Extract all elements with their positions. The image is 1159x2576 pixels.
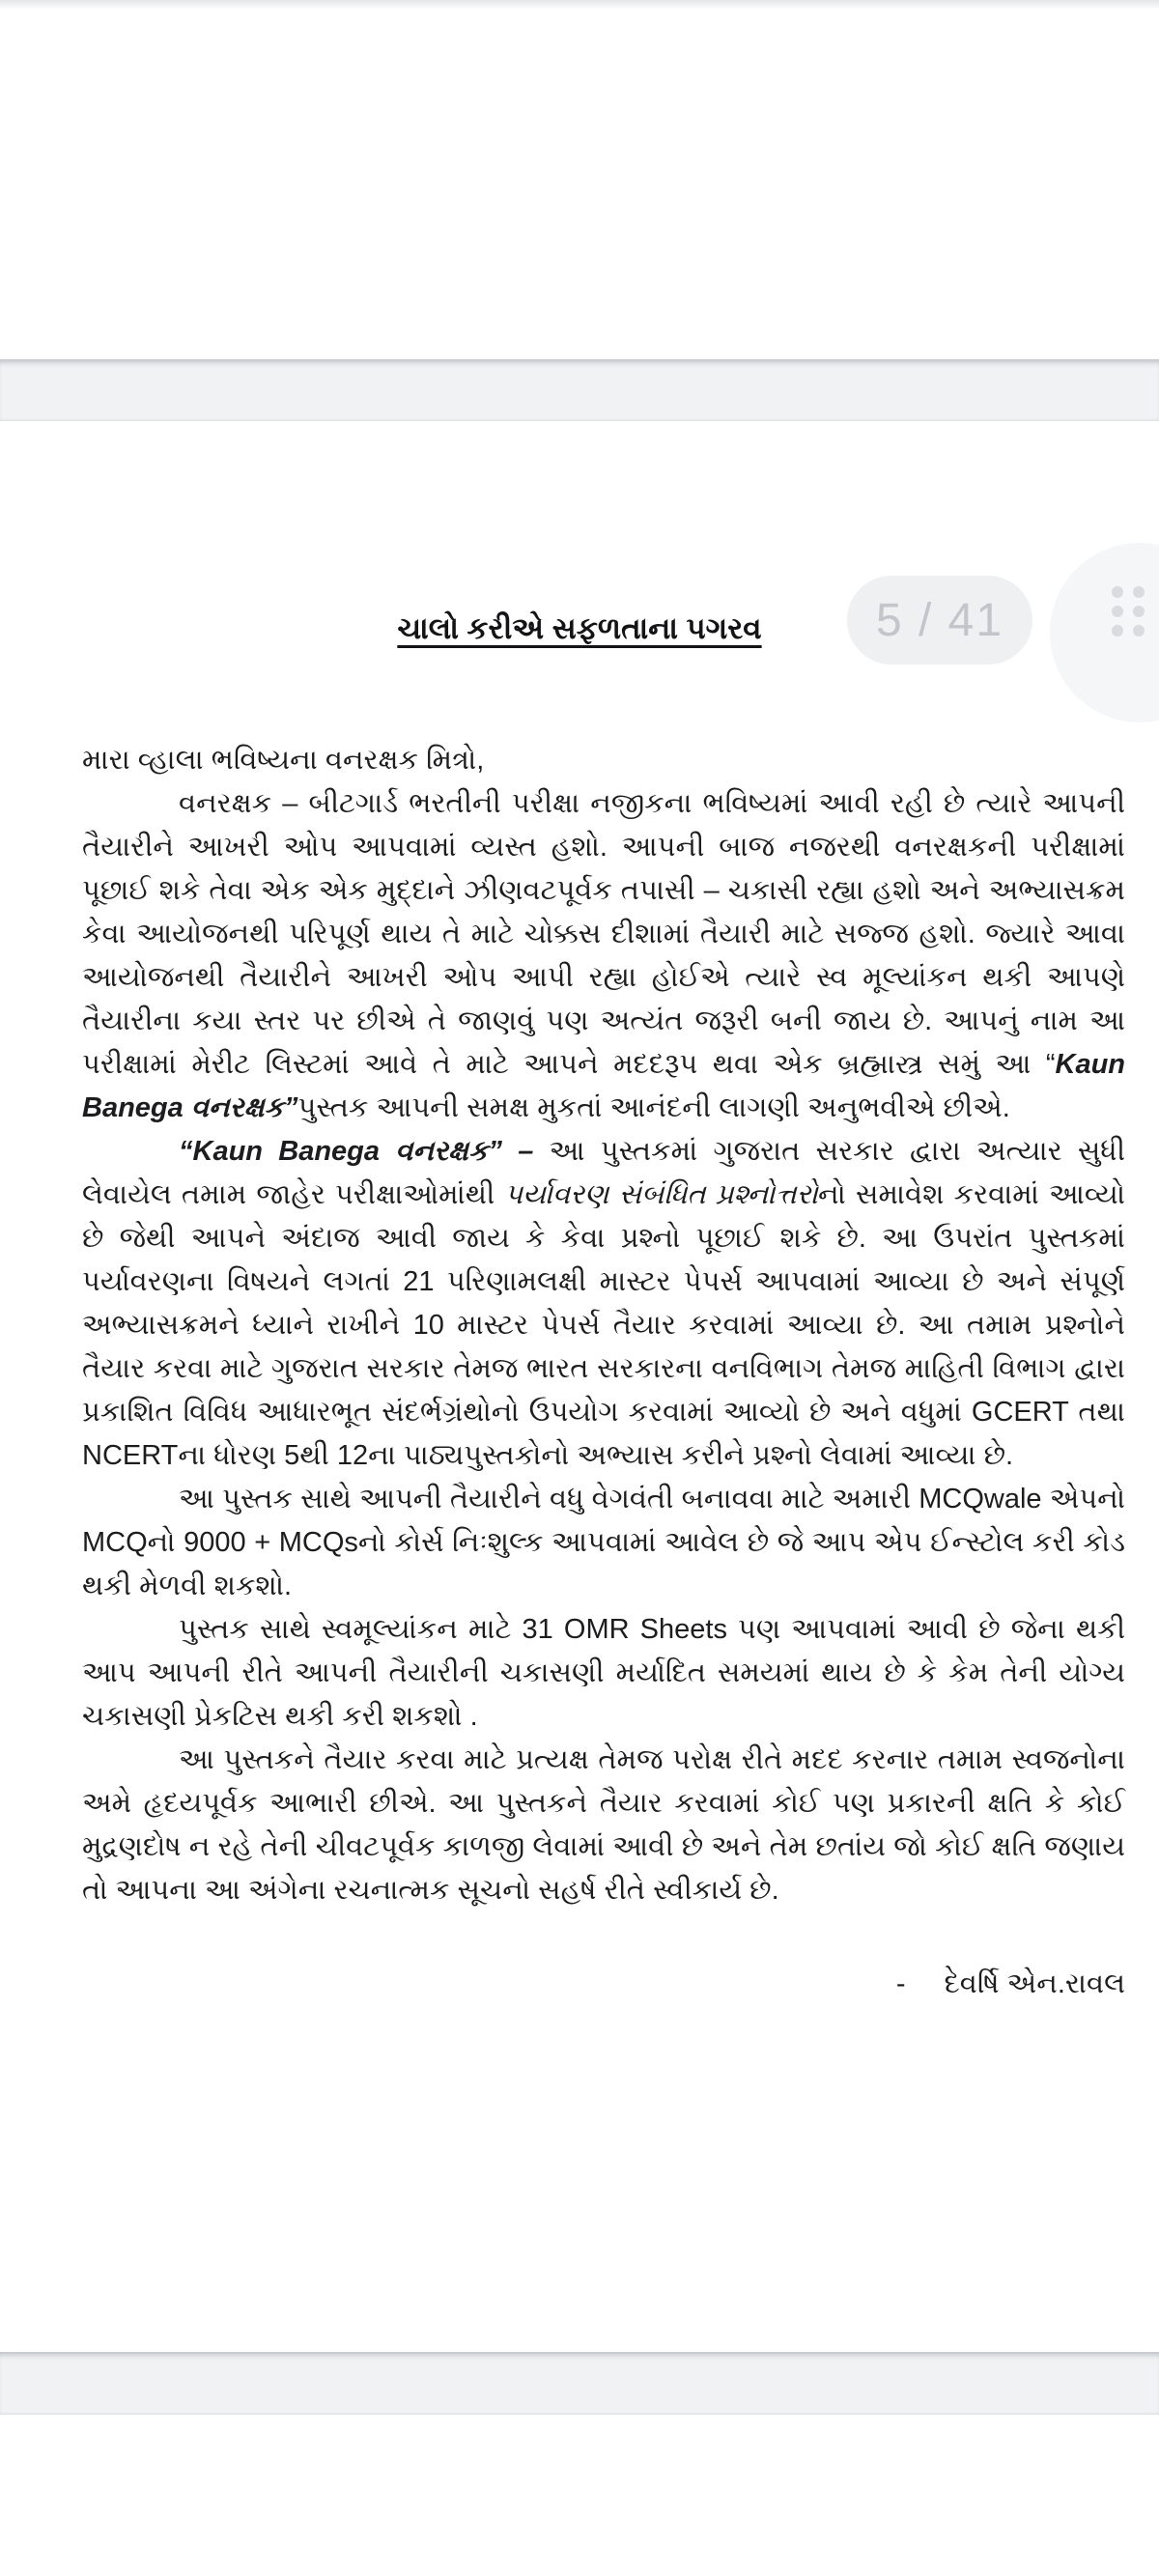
grid-dot (1133, 606, 1145, 617)
page-gap-band-top (0, 359, 1159, 421)
grid-dot (1133, 625, 1145, 637)
page-title: ચાલો કરીએ સફળતાના પગરવ (397, 611, 762, 645)
paragraph: આ પુસ્તકને તૈયાર કરવા માટે પ્રત્યક્ષ તેમજ પરોક્ષ રીતે મદદ કરનાર તમામ સ્વજનોના અમે હૃદયપૂર્વક આભારી છીએ. આ પુસ્તકને તૈયાર કરવામાં કોઈ પણ પ્રકારની ક્ષતિ કે કોઈ મુદ્રણદોષ ન રહે તેની ચીવટપૂર્વક કાળજી લેવામાં આવી છે અને તેમ છતાંય જો કોઈ ક્ષતિ જણાય તો આપના આ અંગેના રચનાત્મક સૂચનો સહર્ષ રીતે સ્વીકાર્ય છે. (82, 1744, 1125, 1906)
paragraph: “Kaun Banega વનરક્ષક” – આ પુસ્તકમાં ગુજરાત સરકાર દ્વારા અત્યાર સુધી લેવાયેલ તમામ જાહેર પરીક્ષાઓમાંથી પર્યાવરણ સંબંધિત પ્રશ્નોત્તરોનો સમાવેશ કરવામાં આવ્યો છે જેથી આપને અંદાજ આવી જાય કે કેવા પ્રશ્નો પૂછાઈ શકે છે. આ ઉપરાંત પુસ્તકમાં પર્યાવરણના વિષયને લગતાં 21 પરિણામલક્ષી માસ્ટર પેપર્સ આપવામાં આવ્યા છે અને સંપૂર્ણ અભ્યાસક્રમને ધ્યાને રાખીને 10 માસ્ટર પેપર્સ તૈયાર કરવામાં આવ્યા છે. આ તમામ પ્રશ્નોને તૈયાર કરવા માટે ગુજરાત સરકાર તેમજ ભારત સરકારના વનવિભાગ તેમજ માહિતી વિભાગ દ્વારા પ્રકાશિત વિવિધ આધારભૂત સંદર્ભગ્રંથોનો ઉપયોગ કરવામાં આવ્યો છે અને વધુમાં GCERT તથા NCERTના ધોરણ 5થી 12ના પાઠ્યપુસ્તકોનો અભ્યાસ કરીને પ્રશ્નો લેવામાં આવ્યા છે. (82, 1136, 1126, 1471)
grid-dot (1133, 586, 1145, 598)
signature-line (82, 1963, 1125, 2006)
page-indicator-label: 5 / 41 (875, 594, 1004, 646)
top-screen-shade (0, 0, 1159, 10)
grid-dot (1112, 606, 1123, 617)
grid-dot (1112, 625, 1123, 637)
paragraph: વનરક્ષક – બીટગાર્ડ ભરતીની પરીક્ષા નજીકના ભવિષ્યમાં આવી રહી છે ત્યારે આપની તૈયારીને આખરી ઓપ આપવામાં વ્યસ્ત હશો. આપની બાજ નજરથી વનરક્ષકની પરીક્ષામાં પૂછાઈ શકે તેવા એક એક મુદ્દાને ઝીણવટપૂર્વક તપાસી – ચકાસી રહ્યા હશો અને અભ્યાસક્રમ કેવા આયોજનથી પરિપૂર્ણ થાય તે માટે ચોક્કસ દીશામાં તૈયારી માટે સજ્જ હશો. જ્યારે આવા આયોજનથી તૈયારીને આખરી ઓપ આપી રહ્યા હોઈએ ત્યારે સ્વ મૂલ્યાંકન થકી આપણે તૈયારીના કયા સ્તર પર છીએ તે જાણવું પણ અત્યંત જરૂરી બની જાય છે. આપનું નામ આ પરીક્ષામાં મેરીટ લિસ્ટમાં આવે તે માટે આપને મદદરૂપ થવા એક બ્રહ્માસ્ત્ર સમું આ “Kaun Banega વનરક્ષક”પુસ્તક આપની સમક્ષ મુકતાં આનંદની લાગણી અનુભવીએ છીએ. (82, 788, 1125, 1123)
page-indicator-pill (847, 576, 1032, 665)
page-gap-band-bottom (0, 2352, 1159, 2415)
salutation-line: મારા વ્હાલા ભવિષ્યના વનરક્ષક મિત્રો, (82, 745, 485, 776)
signature-dash: - (895, 1968, 906, 1999)
fast-scroll-handle[interactable] (1112, 586, 1145, 637)
paragraph: આ પુસ્તક સાથે આપની તૈયારીને વધુ વેગવંતી બનાવવા માટે અમારી MCQwale એપનો MCQનો 9000 + MCQsનો કોર્સ નિઃશુલ્ક આપવામાં આવેલ છે જે આપ એપ ઈન્સ્ટોલ કરી કોડ થકી મેળવી શકશો. (82, 1484, 1125, 1601)
letter-body (82, 739, 1125, 2006)
signature-name: દેવર્ષિ એન.રાવલ (944, 1968, 1125, 1999)
grid-dot (1112, 586, 1123, 598)
paragraph: પુસ્તક સાથે સ્વમૂલ્યાંકન માટે 31 OMR Sheets પણ આપવામાં આવી છે જેના થકી આપ આપની રીતે આપની તૈયારીની ચકાસણી મર્યાદિત સમયમાં થાય છે કે કેમ તેની યોગ્ય ચકાસણી પ્રેકટિસ થકી કરી શકશો . (82, 1614, 1125, 1732)
